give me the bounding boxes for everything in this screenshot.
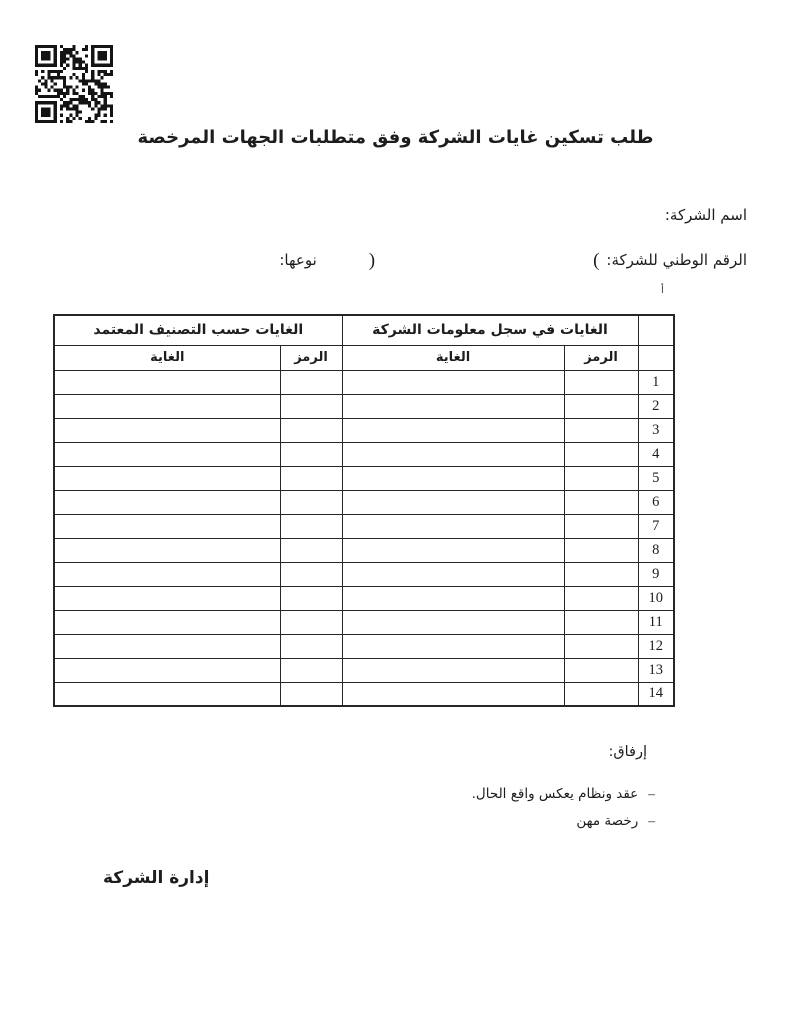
dash-bullet: – — [648, 786, 655, 801]
national-number-field — [279, 250, 747, 269]
record-goal-cell — [342, 658, 564, 682]
row-number: 11 — [638, 610, 674, 634]
record-goal-cell — [342, 490, 564, 514]
table-row — [54, 394, 674, 418]
classified-code-cell — [280, 514, 342, 538]
classified-goal-cell — [54, 490, 280, 514]
classified-code-cell — [280, 370, 342, 394]
table-row — [54, 490, 674, 514]
classified-goals-group-header: الغايات حسب التصنيف المعتمد — [54, 315, 342, 345]
row-number: 13 — [638, 658, 674, 682]
record-code-cell — [564, 442, 638, 466]
classified-code-cell — [280, 586, 342, 610]
classified-code-cell — [280, 394, 342, 418]
record-goal-cell — [342, 586, 564, 610]
record-code-cell — [564, 682, 638, 706]
goals-table-body — [54, 370, 674, 706]
row-number: 5 — [638, 466, 674, 490]
record-code-cell — [564, 538, 638, 562]
classified-goal-cell — [54, 394, 280, 418]
close-paren: ) — [368, 250, 376, 271]
table-row — [54, 610, 674, 634]
open-paren: ( — [593, 250, 600, 271]
table-row — [54, 514, 674, 538]
classified-goal-header: الغاية — [54, 345, 280, 370]
attachments-list — [472, 786, 655, 829]
row-number: 3 — [638, 418, 674, 442]
row-number: 12 — [638, 634, 674, 658]
attachment-item — [472, 813, 655, 829]
record-goal-cell — [342, 466, 564, 490]
classified-goal-cell — [54, 538, 280, 562]
row-number: 4 — [638, 442, 674, 466]
classified-code-cell — [280, 562, 342, 586]
row-number-header-blank — [638, 315, 674, 345]
row-number: 9 — [638, 562, 674, 586]
attachment-text: رخصة مهن — [576, 813, 639, 829]
table-row — [54, 538, 674, 562]
classified-goal-cell — [54, 610, 280, 634]
record-code-cell — [564, 466, 638, 490]
record-goals-group-header: الغايات في سجل معلومات الشركة — [342, 315, 638, 345]
classified-goal-cell — [54, 418, 280, 442]
table-row — [54, 634, 674, 658]
row-number: 8 — [638, 538, 674, 562]
classified-goal-cell — [54, 682, 280, 706]
record-goal-cell — [342, 418, 564, 442]
row-number: 1 — [638, 370, 674, 394]
classified-goal-cell — [54, 634, 280, 658]
table-row — [54, 418, 674, 442]
company-name-label: اسم الشركة: — [664, 206, 747, 224]
table-group-header-row — [54, 315, 674, 345]
table-row — [54, 466, 674, 490]
record-goal-cell — [342, 394, 564, 418]
classified-goal-cell — [54, 514, 280, 538]
page-title: طلب تسكين غايات الشركة وفق متطلبات الجهات المرخصة — [137, 127, 654, 148]
classified-code-cell — [280, 538, 342, 562]
classified-goal-cell — [54, 586, 280, 610]
row-number: 2 — [638, 394, 674, 418]
classified-goal-cell — [54, 562, 280, 586]
row-number: 10 — [638, 586, 674, 610]
record-goal-cell — [342, 634, 564, 658]
table-row — [54, 562, 674, 586]
classified-code-cell — [280, 658, 342, 682]
classified-goal-cell — [54, 466, 280, 490]
row-number: 14 — [638, 682, 674, 706]
table-column-header-row — [54, 345, 674, 370]
record-code-cell — [564, 562, 638, 586]
record-code-cell — [564, 418, 638, 442]
classified-code-header: الرمز — [280, 345, 342, 370]
record-code-cell — [564, 658, 638, 682]
record-goal-cell — [342, 370, 564, 394]
classified-code-cell — [280, 634, 342, 658]
classified-code-cell — [280, 610, 342, 634]
table-row — [54, 658, 674, 682]
company-name-field — [665, 206, 747, 224]
record-code-header: الرمز — [564, 345, 638, 370]
row-number: 7 — [638, 514, 674, 538]
classified-code-cell — [280, 442, 342, 466]
record-goal-cell — [342, 514, 564, 538]
attachment-item — [472, 786, 655, 802]
classified-code-cell — [280, 466, 342, 490]
goals-table — [53, 314, 675, 707]
record-code-cell — [564, 634, 638, 658]
table-row — [54, 442, 674, 466]
record-code-cell — [564, 490, 638, 514]
classified-goal-cell — [54, 442, 280, 466]
record-code-cell — [564, 514, 638, 538]
attachments-heading: إرفاق: — [608, 744, 647, 760]
table-row — [54, 586, 674, 610]
record-goal-cell — [342, 538, 564, 562]
dash-bullet: – — [648, 813, 655, 828]
national-number-label: الرقم الوطني للشركة: — [606, 250, 747, 269]
table-row — [54, 682, 674, 706]
classified-goal-cell — [54, 658, 280, 682]
record-goal-cell — [342, 610, 564, 634]
attachment-text: عقد ونظام يعكس واقع الحال. — [471, 786, 639, 802]
company-type-label: نوعها: — [279, 250, 317, 269]
row-number-subheader-blank — [638, 345, 674, 370]
classified-code-cell — [280, 490, 342, 514]
record-goal-header: الغاية — [342, 345, 564, 370]
record-goal-cell — [342, 442, 564, 466]
record-goal-cell — [342, 562, 564, 586]
stray-mark: أ — [661, 285, 664, 296]
signature-label: إدارة الشركة — [103, 868, 210, 888]
classified-code-cell — [280, 682, 342, 706]
record-code-cell — [564, 586, 638, 610]
record-goal-cell — [342, 682, 564, 706]
qr-code-icon — [35, 45, 113, 123]
table-row — [54, 370, 674, 394]
row-number: 6 — [638, 490, 674, 514]
classified-goal-cell — [54, 370, 280, 394]
record-code-cell — [564, 370, 638, 394]
record-code-cell — [564, 610, 638, 634]
classified-code-cell — [280, 418, 342, 442]
record-code-cell — [564, 394, 638, 418]
